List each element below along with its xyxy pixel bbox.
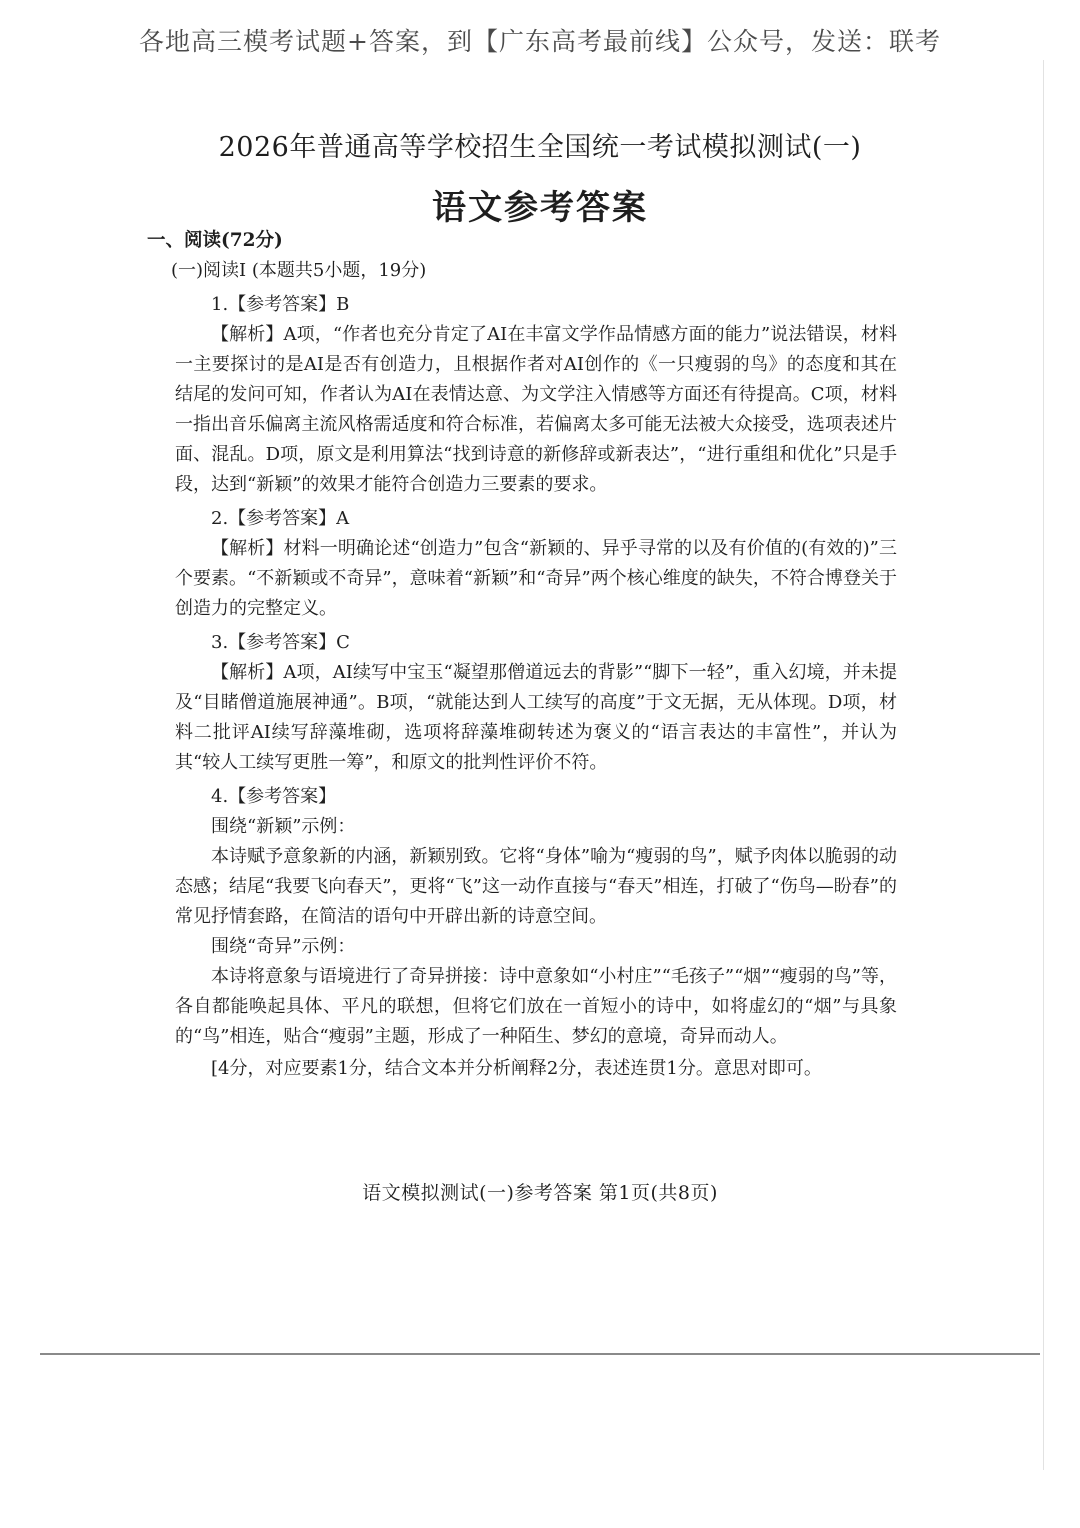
- subsection-heading: (一)阅读Ⅰ (本题共5小题，19分): [171, 260, 427, 281]
- q3-answer: 3.【参考答案】C: [211, 632, 350, 653]
- q1-analysis: 【解析】A项，“作者也充分肯定了AI在丰富文学作品情感方面的能力”说法错误，材料一主要探讨的是AI是否有创造力，且根据作者对AI创作的《一只瘦弱的鸟》的态度和其在结尾的发问可知，作者认为AI在表情达意、为文学注入情感等方面还有待提高。C项，材料一指出音乐偏离主流风格需适度和符合标准，若偏离太多可能无法被大众接受，选项表述片面、混乱。D项，原文是利用算法“找到诗意的新修辞或新表达”，“进行重组和优化”只是手段，达到“新颖”的效果才能符合创造力三要素的要求。: [175, 324, 897, 495]
- q4-answer: 4.【参考答案】: [211, 786, 337, 807]
- q4-label-novel: 围绕“新颖”示例：: [211, 816, 356, 837]
- page-footer: 语文模拟测试(一)参考答案 第1页(共8页): [362, 1182, 718, 1204]
- header-banner: 各地高三模考试题+答案，到【广东高考最前线】公众号，发送：联考: [139, 27, 941, 56]
- section-heading: 一、阅读(72分): [147, 230, 283, 251]
- document-title: 语文参考答案: [432, 188, 648, 228]
- q4-text-novel: 本诗赋予意象新的内涵，新颖别致。它将“身体”喻为“瘦弱的鸟”，赋予肉体以脆弱的动态感；结尾“我要飞向春天”，更将“飞”这一动作直接与“春天”相连，打破了“伤鸟—盼春”的常见抒情套路，在简洁的语句中开辟出新的诗意空间。: [175, 846, 897, 927]
- q4-label-strange: 围绕“奇异”示例：: [211, 936, 356, 957]
- q4-score-note: [4分，对应要素1分，结合文本并分析阐释2分，表述连贯1分。意思对即可。: [211, 1058, 822, 1079]
- bottom-divider: [40, 1353, 1040, 1355]
- q4-text-strange: 本诗将意象与语境进行了奇异拼接：诗中意象如“小村庄”“毛孩子”“烟”“瘦弱的鸟”等，各自都能唤起具体、平凡的联想，但将它们放在一首短小的诗中，如将虚幻的“烟”与具象的“鸟”相连，贴合“瘦弱”主题，形成了一种陌生、梦幻的意境，奇异而动人。: [175, 966, 897, 1047]
- scan-edge-line: [1043, 60, 1044, 1470]
- answer-content: [147, 226, 897, 1084]
- q2-analysis: 【解析】材料一明确论述“创造力”包含“新颖的、异乎寻常的以及有价值的(有效的)”三个要素。“不新颖或不奇异”，意味着“新颖”和“奇异”两个核心维度的缺失，不符合博登关于创造力的完整定义。: [175, 538, 897, 619]
- q3-analysis: 【解析】A项，AI续写中宝玉“凝望那僧道远去的背影”“脚下一轻”，重入幻境，并未提及“目睹僧道施展神通”。B项，“就能达到人工续写的高度”于文无据，无从体现。D项，材料二批评AI续写辞藻堆砌，选项将辞藻堆砌转述为褒义的“语言表达的丰富性”，并认为其“较人工续写更胜一筹”，和原文的批判性评价不符。: [175, 662, 897, 773]
- q1-answer: 1.【参考答案】B: [211, 294, 350, 315]
- q2-answer: 2.【参考答案】A: [211, 508, 350, 529]
- exam-title: 2026年普通高等学校招生全国统一考试模拟测试(一): [218, 132, 862, 163]
